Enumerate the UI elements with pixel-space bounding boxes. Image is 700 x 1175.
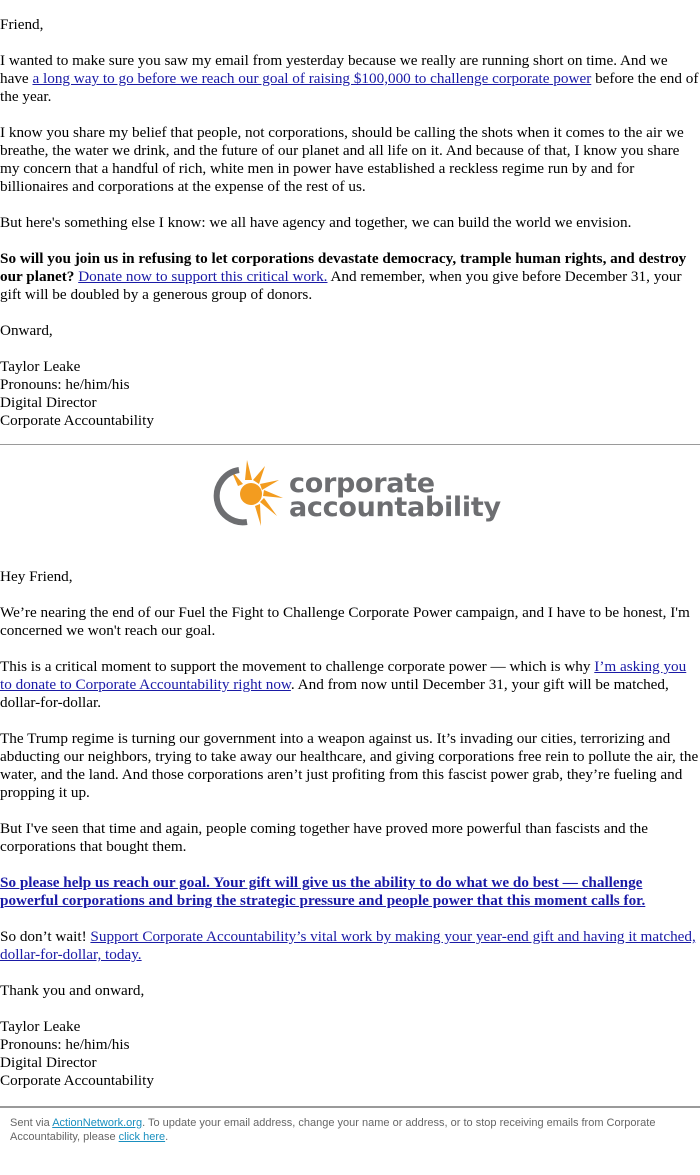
signature-pronouns: Pronouns: he/him/his xyxy=(0,1036,130,1053)
goal-link[interactable]: So please help us reach our goal. Your gift will give us the ability to do what we do best — challenge powerful corporations and bring the strategic pressure and people power that this moment calls for. xyxy=(0,874,646,909)
paragraph: The Trump regime is turning our government into a weapon against us. It’s invading our cities, terrorizing and abducting our neighbors, trying to take away our healthcare, and giving corporations free rein to pollute the air, the water, and the land. And those corporations aren’t just profiting from this fascist power grab, they’re fueling and propping it up. xyxy=(0,730,699,801)
support-link[interactable]: Support Corporate Accountability’s vital work by making your year-end gift and having it matched, dollar-for-dollar, today. xyxy=(0,928,696,963)
logo-line2: accountability xyxy=(289,492,501,523)
text: before the end of the year. xyxy=(0,70,699,105)
signature-title: Digital Director xyxy=(0,1054,97,1071)
paragraph xyxy=(0,928,700,964)
text: And remember, when you give before December 31, your gift will be doubled by a generous group of donors. xyxy=(0,268,682,303)
signature-org: Corporate Accountability xyxy=(0,1072,154,1089)
signature-name: Taylor Leake xyxy=(0,358,81,375)
paragraph: But I've seen that time and again, people coming together have proved more powerful than fascists and the corporations that bought them. xyxy=(0,820,648,855)
closing: Thank you and onward, xyxy=(0,982,145,999)
signature-name: Taylor Leake xyxy=(0,1018,81,1035)
greeting: Hey Friend, xyxy=(0,568,73,585)
paragraph: I know you share my belief that people, not corporations, should be calling the shots when it comes to the air we breathe, the water we drink, and the future of our planet and all life on it. And because of that, I know you share my concern that a handful of rich, white men in power have established a reckless regime run by and for billionaires and corporations at the expense of the rest of us. xyxy=(0,124,684,195)
text: . And from now until December 31, your gift will be matched, dollar-for-dollar. xyxy=(0,676,669,711)
goal-link[interactable]: a long way to go before we reach our goal of raising $100,000 to challenge corporate power xyxy=(32,70,592,87)
footer xyxy=(10,1116,690,1144)
divider xyxy=(0,444,700,445)
paragraph xyxy=(0,874,700,910)
text: So don’t wait! xyxy=(0,928,91,945)
signature xyxy=(0,358,700,430)
text: Sent via xyxy=(10,1117,53,1129)
donate-link[interactable]: I’m asking you to donate to Corporate Accountability right now xyxy=(0,658,687,693)
paragraph: But here's something else I know: we all have agency and together, we can build the world we envision. xyxy=(0,214,632,231)
donate-link[interactable]: Donate now to support this critical work. xyxy=(78,268,328,285)
sun-logo-icon xyxy=(205,458,285,530)
bold-text: So will you join us in refusing to let corporations devastate democracy, trample human rights, and destroy our planet? xyxy=(0,250,687,285)
signature-pronouns: Pronouns: he/him/his xyxy=(0,376,130,393)
actionnetwork-link[interactable]: ActionNetwork.org xyxy=(52,1117,143,1129)
text: I wanted to make sure you saw my email from yesterday because we really are running short on time. And we have xyxy=(0,52,668,87)
text: . xyxy=(165,1131,169,1143)
second-email xyxy=(0,568,700,1090)
paragraph xyxy=(0,250,700,304)
divider xyxy=(0,1106,700,1108)
unsubscribe-link[interactable]: click here xyxy=(118,1131,166,1143)
logo-line1: corporate xyxy=(289,468,435,499)
greeting: Friend, xyxy=(0,16,44,33)
text: This is a critical moment to support the movement to challenge corporate power — which is why xyxy=(0,658,595,675)
paragraph xyxy=(0,658,700,712)
paragraph xyxy=(0,52,700,106)
first-email xyxy=(0,16,700,430)
signature xyxy=(0,1018,700,1090)
closing: Onward, xyxy=(0,322,53,339)
paragraph: We’re nearing the end of our Fuel the Fight to Challenge Corporate Power campaign, and I have to be honest, I'm concerned we won't reach our goal. xyxy=(0,604,690,639)
text: . To update your email address, change your name or address, or to stop receiving emails from Corporate Accountability, please xyxy=(10,1117,656,1143)
corporate-accountability-logo xyxy=(205,458,501,530)
signature-title: Digital Director xyxy=(0,394,97,411)
signature-org: Corporate Accountability xyxy=(0,412,154,429)
